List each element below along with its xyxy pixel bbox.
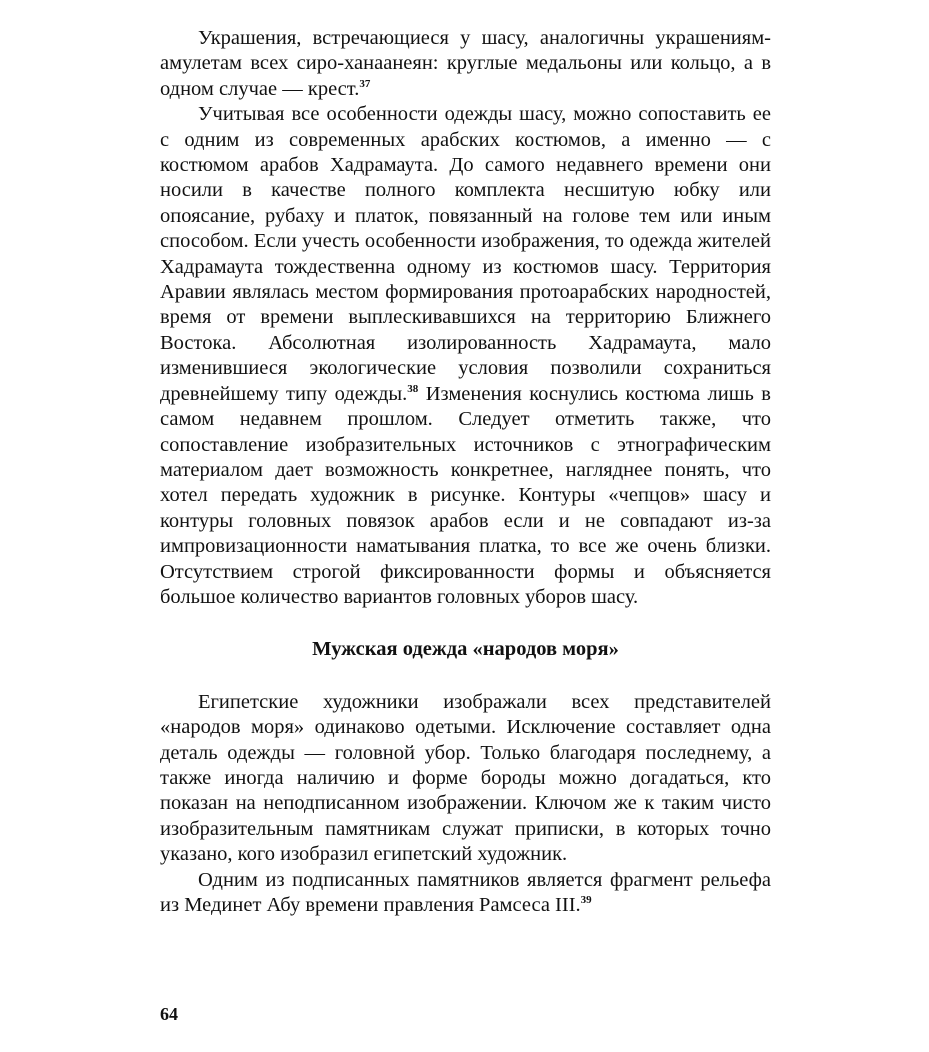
- paragraph-text-continued: Изменения коснулись костюма лишь в самом недавнем прошлом. Следует отметить также, что сопоставление изобразительных источников с этнографическим материалом дает возможность конкретнее, нагляднее понять, что хотел передать художник в рисунке. Контуры «чепцов» шасу и контуры головных повязок арабов если и не совпадают из-за импровизационности наматывания платка, то все же очень близки. Отсутствием строгой фиксированности формы и объясняется большое количество вариантов головных уборов шасу.: [160, 382, 771, 608]
- paragraph-text: Украшения, встречающиеся у шасу, аналогичны украшениям-амулетам всех сиро-ханаанеян: круглые медальоны или кольцо, а в одном случае — крест.: [160, 27, 771, 100]
- footnote-ref-39[interactable]: 39: [580, 894, 592, 906]
- paragraph-text: Учитывая все особенности одежды шасу, можно сопоставить ее с одним из современных арабских костюмов, а именно — с костюмом арабов Хадрамаута. До самого недавнего времени они носили в качестве полного комплекта несшитую юбку или опоясание, рубаху и платок, повязанный на голове тем или иным способом. Если учесть особенности изображения, то одежда жителей Хадрамаута тождественна одному из костюмов шасу. Территория Аравии являлась местом формирования протоарабских народностей, время от времени выплескивавшихся на территорию Ближнего Востока. Абсолютная изолированность Хадрамаута, мало изменившиеся экологические условия позволили сохраниться древнейшему типу одежды.: [160, 103, 771, 405]
- footnote-ref-37[interactable]: 37: [359, 77, 371, 90]
- paragraph-clothing-comparison: [160, 102, 771, 610]
- section-heading: Мужская одежда «народов моря»: [312, 638, 619, 661]
- footnote-ref-38[interactable]: 38: [407, 382, 419, 395]
- paragraph-text: Одним из подписанных памятников является фрагмент рельефа из Мединет Абу времени правления Рамсеса III.: [160, 868, 771, 916]
- paragraph-egyptian-artists: [160, 690, 771, 868]
- paragraph-text: Египетские художники изображали всех представителей «народов моря» одинаково одетыми. Исключение составляет одна деталь одежды — головной убор. Только благодаря последнему, а также иногда наличию и форме бороды можно догадаться, кто показан на неподписанном изображении. Ключом же к таким чисто изобразительным памятникам служат приписки, в которых точно указано, кого изобразил египетский художник.: [160, 690, 771, 866]
- page-number: 64: [160, 1004, 178, 1024]
- paragraph-medinet-habu: [160, 868, 771, 919]
- page-body: [160, 26, 771, 918]
- paragraph-ornaments: [160, 26, 771, 102]
